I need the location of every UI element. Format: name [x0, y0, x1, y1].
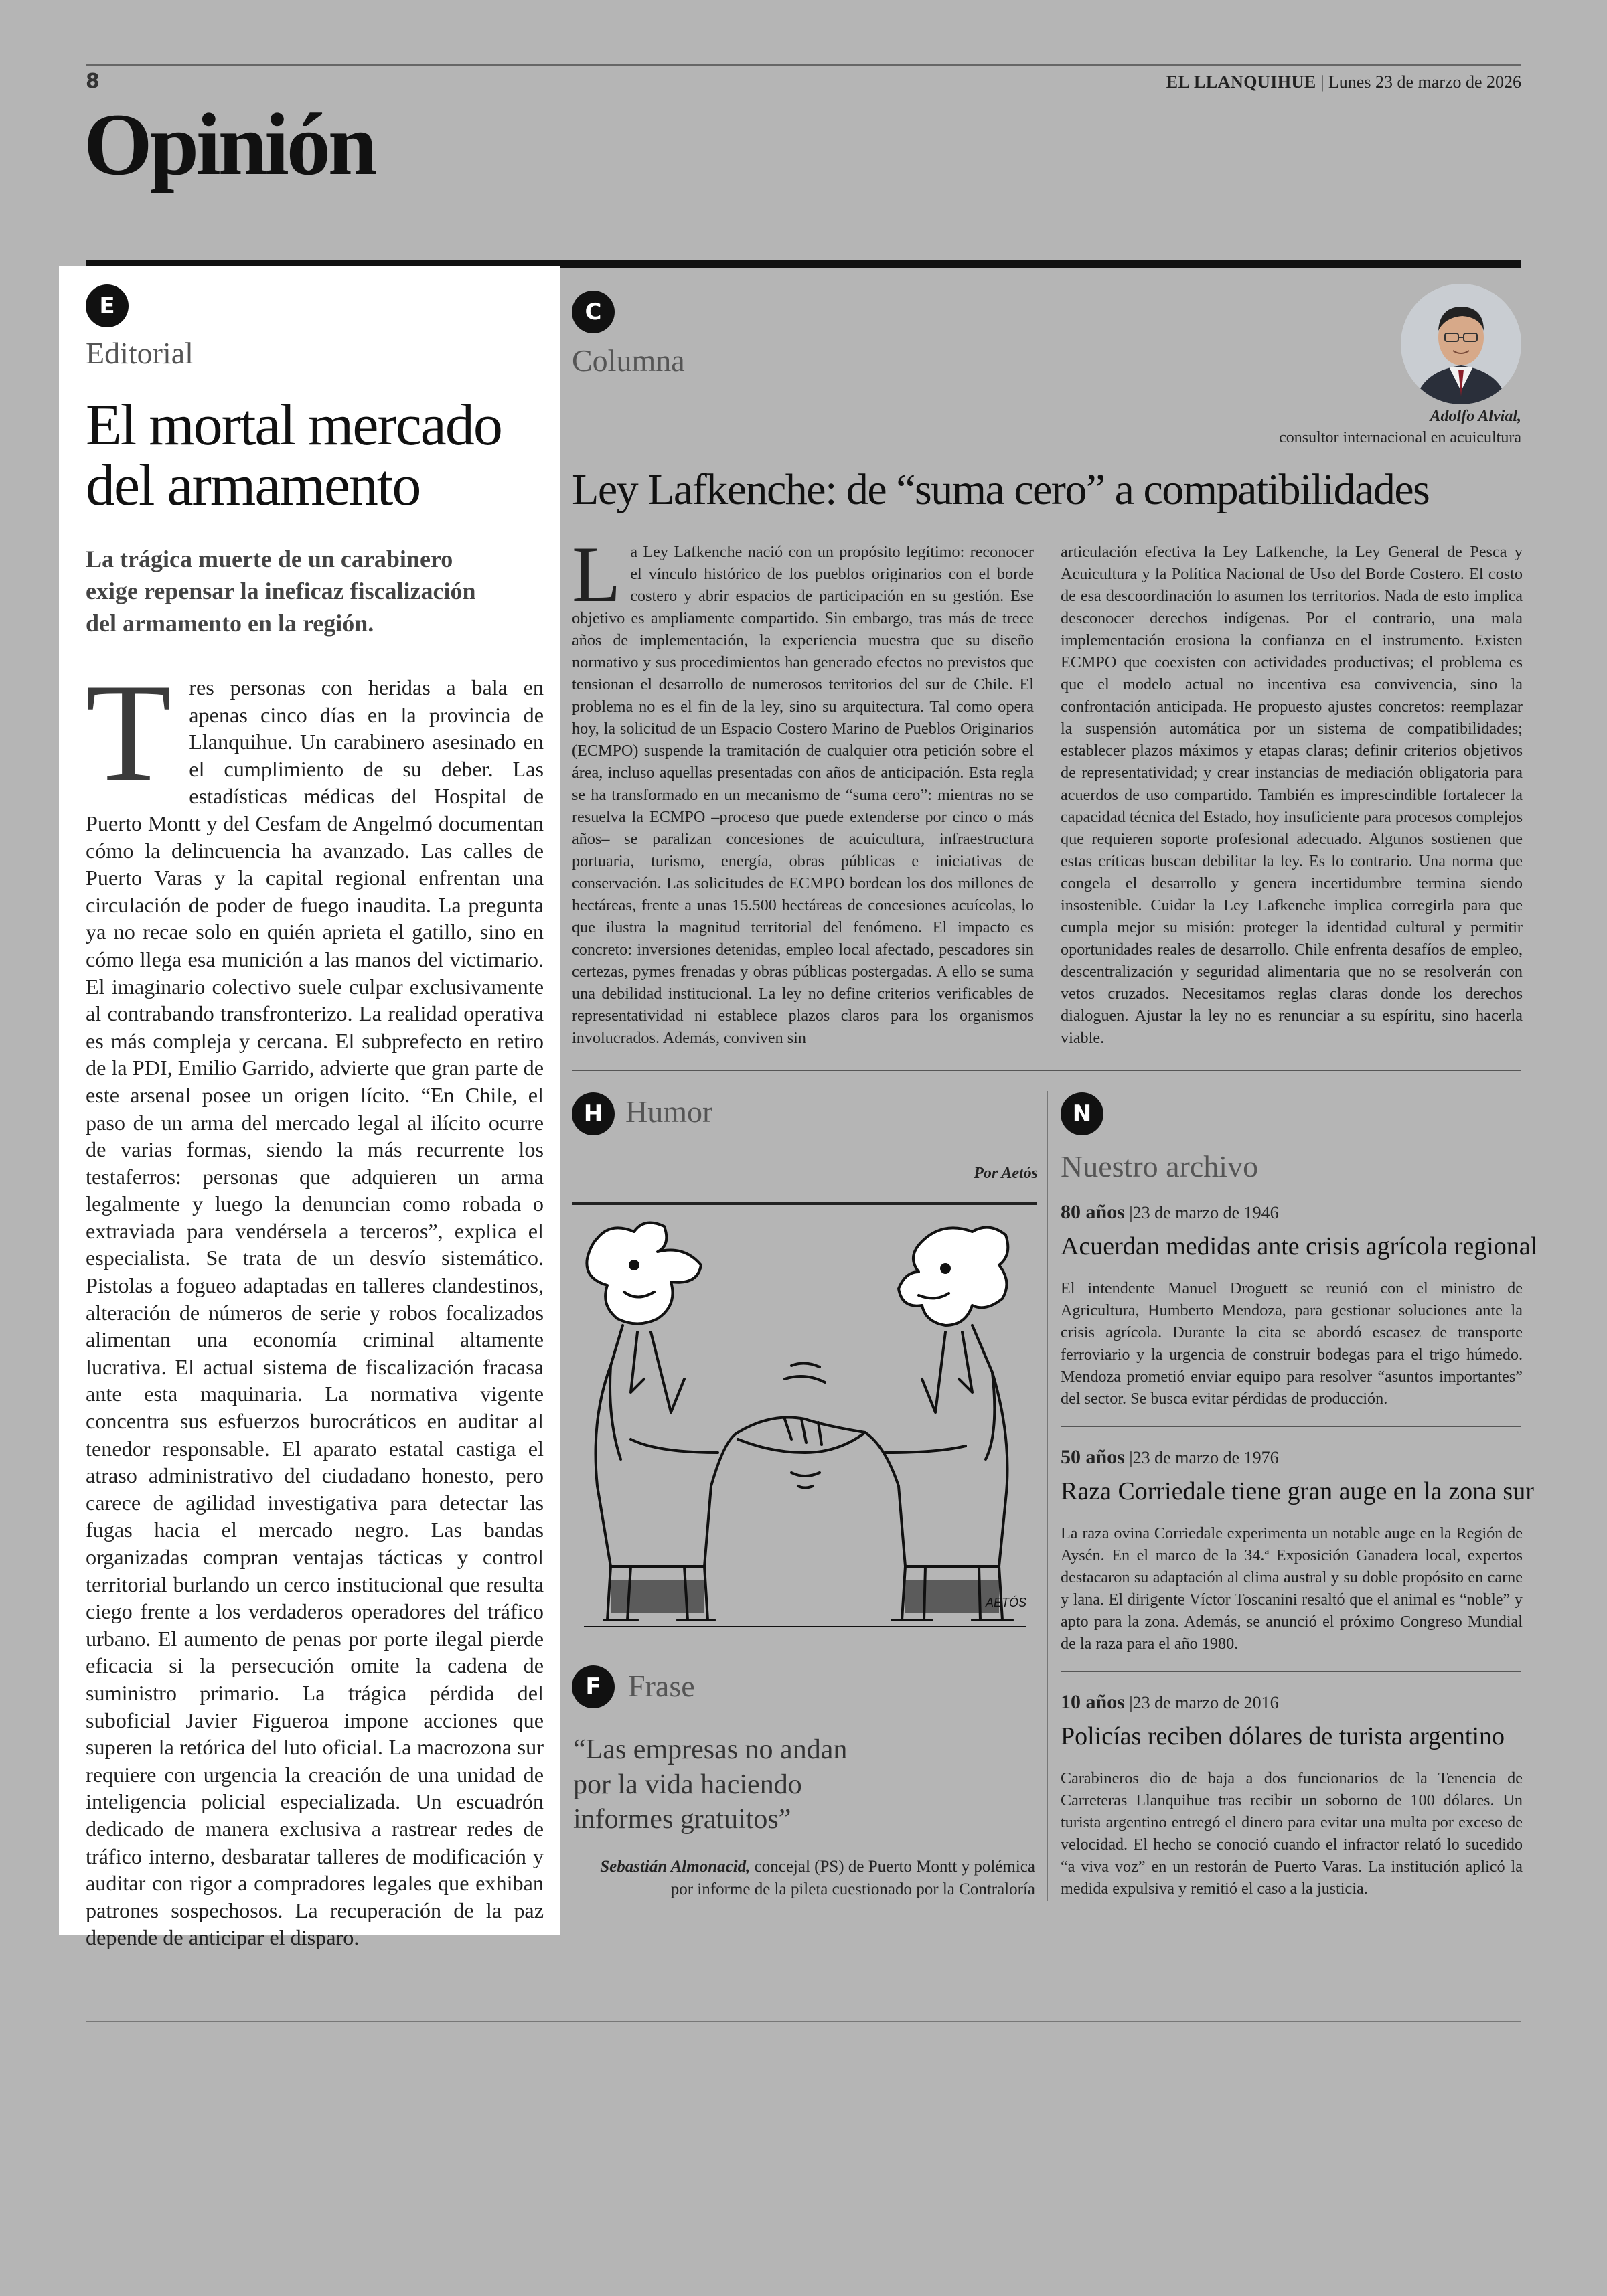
editorial-lead-line: del armamento en la región.	[86, 610, 374, 637]
column-badge: C	[572, 291, 615, 333]
humor-kicker: Humor	[625, 1094, 713, 1129]
archive-item-body: La raza ovina Corriedale experimenta un notable auge en la Región de Aysén. En el marco de la 34.ª Exposición Ganadera local, expertos destacaron su adaptación al clima austral y su doble propósito en carne y lana. El dirigente Víctor Toscanini resaltó que el animal es “noble” y apto para la zona. Además, se anunció el próximo Congreso Mundial de la raza para el año 1980.	[1061, 1524, 1523, 1653]
frase-credit	[573, 1856, 1035, 1901]
page-bottom-rule	[86, 2021, 1521, 2022]
column-body-left-text: a Ley Lafkenche nació con un propósito legítimo: reconocer el vínculo histórico de los pueblos originarios con el borde costero y abrir espacios de participación en su gestión. Ese objetivo es ampliamente compartido. Sin embargo, tras más de trece años de implementación, la experiencia muestra que su diseño normativo y sus procedimientos han generado efectos no previstos que tensionan el desarrollo de numerosos territorios del sur de Chile. El problema no es el fin de la ley, sino su arquitectura. Tal como opera hoy, la solicitud de un Espacio Costero Marino de Pueblos Originarios (ECMPO) suspende la tramitación de cualquier otra petición sobre el área, incluso aquellas presentadas con años de anticipación. Esta regla se ha transformado en un mecanismo de “suma cero”: mientras no se resuelva la ECMPO –proceso que puede extenderse por cinco o más años– se paralizan concesiones de acuicultura, infraestructura portuaria, turismo, energía, obras públicas e iniciativas de conservación. Las solicitudes de ECMPO bordean los dos millones de hectáreas, frente a unas 15.500 hectáreas de concesiones acuícolas, lo que ilustra la magnitud territorial del fenómeno. El impacto es concreto: inversiones detenidas, empleo local afectado, pescadores sin certezas, pymes frenadas y obras públicas postergadas. A ello se suma una debilidad institucional. La ley no define criterios verificables de representatividad ni establece plazos claros para los organismos involucrados. Además, conviven sin	[572, 543, 1034, 1047]
archive-divider	[1061, 1671, 1521, 1672]
archive-date: 23 de marzo de 2016	[1132, 1693, 1279, 1712]
masthead	[1166, 72, 1521, 92]
publication-date: Lunes 23 de marzo de 2026	[1328, 72, 1521, 92]
editorial-title-line: del armamento	[86, 453, 420, 518]
archive-item-header: 50 años |23 de marzo de 1976	[1061, 1446, 1279, 1468]
lower-column-divider	[1047, 1091, 1048, 1901]
column-body-right: articulación efectiva la Ley Lafkenche, la Ley General de Pesca y Acuicultura y la Política Nacional de Uso del Borde Costero. El costo de esa descoordinación lo asumen los territorios. Nada de esto implica desconocer derechos indígenas. Por el contrario, una mala implementación erosiona la confianza en el instrumento. Existen ECMPO que coexisten con actividades productivas; el problema es que el modelo actual no incentiva esa convivencia, sino la confrontación anticipada. He propuesto ajustes concretos: reemplazar la suspensión automática por un sistema de compatibilidades; establecer plazos máximos y etapas claras; definir criterios objetivos de representatividad; y crear instancias de mediación obligatoria para acuerdos de uso compartido. También es imprescindible fortalecer la capacidad técnica del Estado, hoy insuficiente para procesos complejos que requieren soporte profesional adecuado. Algunos sostienen que estas críticas buscan debilitar la ley. Es lo contrario. Una norma que congela el desarrollo y genera incertidumbre termina siendo insostenible. Cuidar la Ley Lafkenche implica corregirla para que cumpla mejor su misión: proteger la identidad cultural y permitir oportunidades reales de desarrollo. Chile enfrenta desafíos de empleo, descentralización y seguridad alimentaria que no se resolverán con vetos cruzados. Necesitamos reglas claras donde los derechos dialoguen. Ajustar la ley no es renunciar a su espíritu, sino hacerla viable.	[1061, 543, 1523, 1047]
editorial-kicker: Editorial	[86, 336, 194, 370]
author-portrait-icon	[1401, 284, 1521, 404]
author-photo	[1401, 284, 1521, 404]
author-name: Adolfo Alvial,	[1430, 408, 1521, 425]
column-author	[1279, 406, 1521, 448]
editorial-drop-cap: T	[86, 655, 172, 811]
editorial-badge: E	[86, 284, 129, 327]
quote-line: por la vida haciendo	[573, 1769, 802, 1800]
archive-years: 80 años	[1061, 1201, 1125, 1223]
archive-item-title: Raza Corriedale tiene gran auge en la zona sur	[1061, 1477, 1534, 1505]
column-bottom-rule	[572, 1070, 1521, 1071]
archive-item-header: 10 años |23 de marzo de 2016	[1061, 1691, 1279, 1713]
frase-quote	[573, 1732, 921, 1837]
quote-credit-name: Sebastián Almonacid,	[600, 1858, 751, 1876]
editorial-lead-line: La trágica muerte de un carabinero	[86, 546, 453, 572]
header-top-rule	[86, 64, 1521, 66]
publication-name: EL LLANQUIHUE	[1166, 72, 1316, 92]
archive-item-header: 80 años |23 de marzo de 1946	[1061, 1201, 1279, 1223]
humor-badge: H	[572, 1092, 615, 1135]
editorial-body-text: res personas con heridas a bala en apenas cinco días en la provincia de Llanquihue. Un carabinero asesinado en el cumplimiento de su deber. Las estadísticas médicas del Hospital de Puerto Montt y del Cesfam de Angelmó documentan cómo la delincuencia ha avanzado. Las calles de Puerto Varas y la capital regional enfrentan una circulación de poder de fuego inaudita. La pregunta ya no recae solo en quién aprieta el gatillo, sino en cómo llega esa munición a las manos del victimario. El imaginario colectivo suele culpar exclusivamente al contrabando transfronterizo. La realidad operativa es más compleja y cercana. El subprefecto en retiro de la PDI, Emilio Garrido, advierte que gran parte de este arsenal posee un origen lícito. “En Chile, el paso de un arma del mercado legal al ilícito ocurre de varias formas, siendo la más recurrente los testaferros: personas que adquieren un arma legalmente y luego la denuncian como robada o extraviada para vendérsela a terceros”, explica el especialista. Se trata de un desvío sistemático. Pistolas a fogueo adaptadas en talleres clandestinos, alteración de números de serie y robos focalizados alimentan una economía criminal altamente lucrativa. El actual sistema de fiscalización fracasa ante esta maquinaria. La normativa vigente concentra sus esfuerzos burocráticos en auditar al tenedor responsable. El aparato estatal castiga el atraso administrativo del ciudadano honesto, pero carece de agilidad investigativa para detectar las fugas hacia el mercado negro. Las bandas organizadas compran ventajas tácticas y control territorial burlando un cerco institucional que resulta ciego frente a los verdaderos operadores del tráfico urbano. El aumento de penas por porte ilegal pierde eficacia si la persecución omite la cadena de suministro primario. La trágica pérdida del suboficial Javier Figueroa impone acciones que superen la retórica del luto oficial. La macrozona sur requiere con urgencia la creación de una unidad de inteligencia policial especializada. Un escuadrón dedicado de manera exclusiva a rastrear redes de tráfico interno, desbaratar talleres de modificación y auditar con rigor a compradores legales que exhiban patrones sospechosos. La recuperación de la paz depende de anticipar el disparo.	[86, 675, 544, 1950]
archive-item-body: El intendente Manuel Droguett se reunió con el ministro de Agricultura, Humberto Mendoza, para gestionar soluciones ante la crisis agrícola. Durante la cita se abordó escasez de transporte ferroviario y la urgencia de construir bodegas para el trigo húmedo. Mendoza prometió enviar equipo para resolver “asuntos importantes” del sector. Se busca evitar pérdidas de producción.	[1061, 1279, 1523, 1408]
archive-divider	[1061, 1426, 1521, 1427]
archive-date: 23 de marzo de 1976	[1132, 1448, 1279, 1467]
column-body-left	[572, 529, 1034, 1049]
quote-credit-role: concejal (PS) de Puerto Montt y polémica	[750, 1858, 1035, 1876]
archive-item-title: Policías reciben dólares de turista argentino	[1061, 1722, 1505, 1750]
column-drop-cap: L	[572, 529, 621, 619]
archive-years: 10 años	[1061, 1691, 1125, 1713]
archivo-badge: N	[1061, 1092, 1103, 1135]
archive-item-title: Acuerdan medidas ante crisis agrícola regional	[1061, 1232, 1538, 1260]
editorial-title-line: El mortal mercado	[86, 393, 502, 458]
masthead-separator: |	[1320, 72, 1324, 92]
section-title: Opinión	[84, 95, 375, 193]
column-kicker: Columna	[572, 343, 685, 378]
column-title: Ley Lafkenche: de “suma cero” a compatibilidades	[572, 465, 1430, 514]
editorial-panel	[59, 266, 560, 1950]
editorial-lead-line: exige repensar la ineficaz fiscalización	[86, 578, 476, 604]
humor-rule	[572, 1202, 1037, 1205]
quote-line: informes gratuitos”	[573, 1804, 791, 1835]
handshake-cartoon	[570, 1218, 1037, 1631]
editorial-lead	[86, 543, 514, 639]
archive-item-body: Carabineros dio de baja a dos funcionarios de la Tenencia de Carreteras Llanquihue tras recibir un soborno de 100 dólares. Un turista argentino entregó el dinero para evitar una multa por exceso de velocidad. El hecho se conoció cuando el infractor relató lo sucedido “a viva voz” en un restorán de Puerto Varas. La institución aplicó la medida expulsiva y remitió el caso a la justicia.	[1061, 1769, 1523, 1898]
editorial-title	[86, 393, 548, 518]
author-role: consultor internacional en acuicultura	[1279, 429, 1521, 446]
archive-years: 50 años	[1061, 1446, 1125, 1468]
quote-line: “Las empresas no andan	[573, 1734, 848, 1765]
frase-kicker: Frase	[628, 1669, 695, 1703]
quote-credit-line: por informe de la pileta cuestionado por la Contraloría	[670, 1880, 1035, 1898]
page-number: 8	[86, 70, 100, 93]
editorial-body	[86, 655, 544, 1951]
archivo-kicker: Nuestro archivo	[1061, 1149, 1259, 1183]
archive-date: 23 de marzo de 1946	[1132, 1203, 1279, 1222]
frase-badge: F	[572, 1665, 615, 1708]
humor-byline: Por Aetós	[974, 1165, 1038, 1182]
cartoon-signature: AETÓS	[986, 1596, 1027, 1609]
